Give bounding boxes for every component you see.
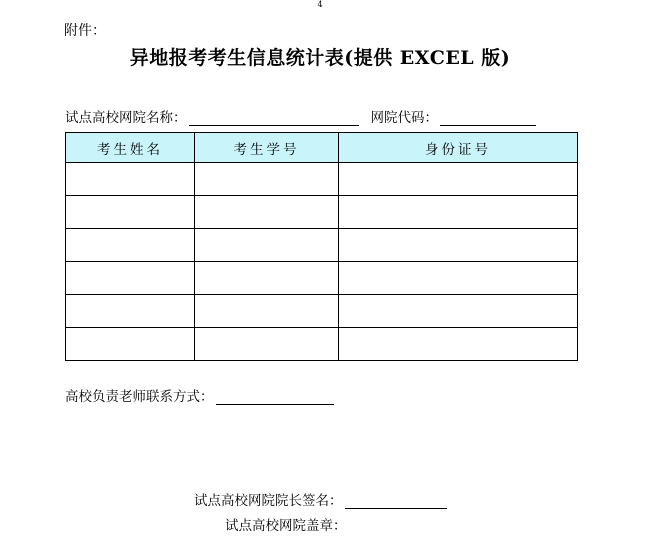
form-title: 异地报考考生信息统计表(提供 EXCEL 版)	[129, 47, 511, 69]
table-cell[interactable]	[339, 295, 578, 328]
table-cell[interactable]	[339, 328, 578, 361]
table-row	[66, 229, 578, 262]
table-cell[interactable]	[66, 295, 195, 328]
table-cell[interactable]	[195, 328, 339, 361]
table-cell[interactable]	[66, 196, 195, 229]
table-cell[interactable]	[339, 196, 578, 229]
table-row	[66, 196, 578, 229]
table-cell[interactable]	[339, 262, 578, 295]
teacher-contact-label: 高校负责老师联系方式：	[65, 389, 214, 405]
column-header-id-number: 身份证号	[339, 133, 578, 163]
table-cell[interactable]	[66, 328, 195, 361]
teacher-contact-field[interactable]	[216, 390, 334, 405]
table-cell[interactable]	[195, 295, 339, 328]
table-row	[66, 163, 578, 196]
table-cell[interactable]	[66, 163, 195, 196]
school-name-label: 试点高校网院名称：	[65, 110, 187, 126]
dean-signature-label: 试点高校网院院长签名：	[194, 493, 343, 509]
table-cell[interactable]	[195, 196, 339, 229]
table-header-row	[66, 133, 578, 163]
dean-signature-field[interactable]	[345, 494, 447, 509]
table-cell[interactable]	[66, 262, 195, 295]
dean-signature-row	[194, 489, 447, 509]
table-cell[interactable]	[195, 262, 339, 295]
teacher-contact-row	[65, 385, 334, 405]
column-header-student-id: 考生学号	[195, 133, 339, 163]
seal-label: 试点高校网院盖章：	[225, 518, 347, 534]
table-cell[interactable]	[195, 229, 339, 262]
page-number: 4	[317, 0, 323, 9]
table-row	[66, 328, 578, 361]
column-header-name: 考生姓名	[66, 133, 195, 163]
table-cell[interactable]	[339, 163, 578, 196]
school-code-field[interactable]	[440, 111, 536, 126]
table-cell[interactable]	[339, 229, 578, 262]
table-row	[66, 295, 578, 328]
table-cell[interactable]	[195, 163, 339, 196]
table-cell[interactable]	[66, 229, 195, 262]
school-code-label: 网院代码：	[370, 110, 438, 126]
school-info-row	[65, 106, 536, 126]
table-row	[66, 262, 578, 295]
student-info-table	[65, 132, 578, 361]
school-name-field[interactable]	[189, 111, 359, 126]
seal-row	[225, 514, 347, 534]
attachment-label: 附件：	[64, 23, 106, 39]
